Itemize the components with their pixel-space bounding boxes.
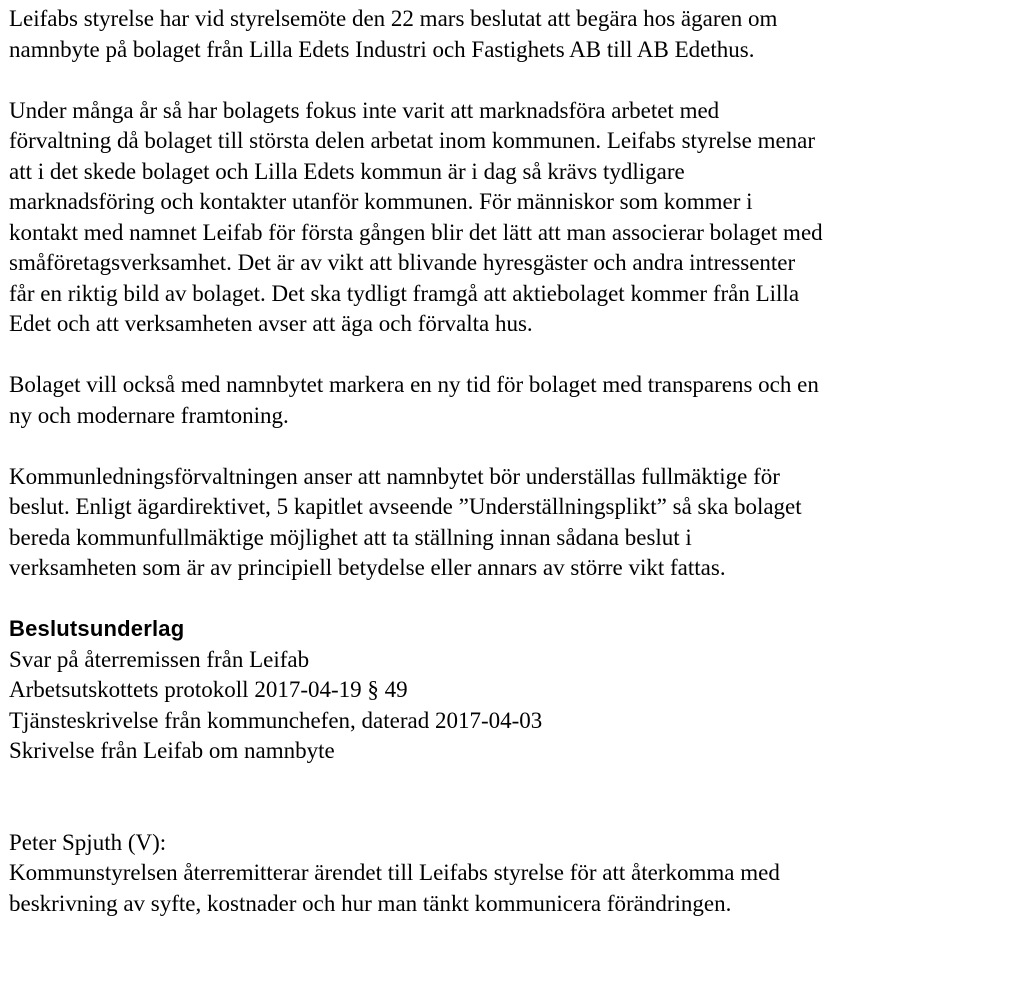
text-line: ny och modernare framtoning. xyxy=(9,402,289,428)
paragraph-spacer xyxy=(9,340,1024,371)
paragraph-administration-opinion xyxy=(9,462,1024,584)
paragraph-spacer xyxy=(9,431,1024,462)
text-line: kontakt med namnet Leifab för första gången blir det lätt att man associerar bolaget med xyxy=(9,219,823,245)
decision-basis-item: Svar på återremissen från Leifab xyxy=(9,646,310,672)
text-line: Edet och att verksamheten avser att äga och förvalta hus. xyxy=(9,311,533,336)
decision-basis-item: Tjänsteskrivelse från kommunchefen, daterad 2017-04-03 xyxy=(9,707,543,733)
proposal-speaker: Peter Spjuth (V): xyxy=(9,829,167,855)
text-line: beslut. Enligt ägardirektivet, 5 kapitlet avseende ”Underställningsplikt” så ska bolaget xyxy=(9,494,802,519)
decision-basis-section xyxy=(9,614,1024,767)
paragraph-name-change-decision xyxy=(9,4,1024,65)
text-line: bereda kommunfullmäktige möjlighet att ta ställning innan sådana beslut i xyxy=(9,524,692,550)
text-line: verksamheten som är av principiell betydelse eller annars av större vikt fattas. xyxy=(9,555,726,580)
paragraph-spacer xyxy=(9,584,1024,615)
paragraph-new-era xyxy=(9,370,1024,431)
text-line: får en riktig bild av bolaget. Det ska tydligt framgå att aktiebolaget kommer från Lilla xyxy=(9,280,800,306)
text-line: Kommunstyrelsen återremitterar ärendet till Leifabs styrelse för att återkomma med xyxy=(9,860,780,885)
text-line: beskrivning av syfte, kostnader och hur man tänkt kommunicera förändringen. xyxy=(9,890,732,916)
proposal-section xyxy=(9,828,1024,920)
text-line: Under många år så har bolagets fokus inte varit att marknadsföra arbetet med xyxy=(9,97,720,123)
text-line: Bolaget vill också med namnbytet markera en ny tid för bolaget med transparens och en xyxy=(9,372,819,397)
text-line: marknadsföring och kontakter utanför kommunen. För människor som kommer i xyxy=(9,189,753,214)
text-line: Leifabs styrelse har vid styrelsemöte den 22 mars beslutat att begära hos ägaren om xyxy=(9,6,778,31)
text-line: småföretagsverksamhet. Det är av vikt att blivande hyresgäster och andra intressenter xyxy=(9,250,796,275)
section-spacer xyxy=(9,767,1024,828)
text-line: att i det skede bolaget och Lilla Edets kommun är i dag så krävs tydligare xyxy=(9,158,685,184)
paragraph-spacer xyxy=(9,65,1024,96)
decision-basis-item: Skrivelse från Leifab om namnbyte xyxy=(9,738,335,763)
paragraph-background xyxy=(9,96,1024,340)
text-line: namnbyte på bolaget från Lilla Edets Industri och Fastighets AB till AB Edethus. xyxy=(9,36,755,62)
decision-basis-item: Arbetsutskottets protokoll 2017-04-19 § 49 xyxy=(9,677,408,702)
text-line: Kommunledningsförvaltningen anser att namnbytet bör underställas fullmäktige för xyxy=(9,463,780,489)
text-line: förvaltning då bolaget till största delen arbetat inom kommunen. Leifabs styrelse menar xyxy=(9,128,816,153)
section-heading: Beslutsunderlag xyxy=(9,616,185,641)
